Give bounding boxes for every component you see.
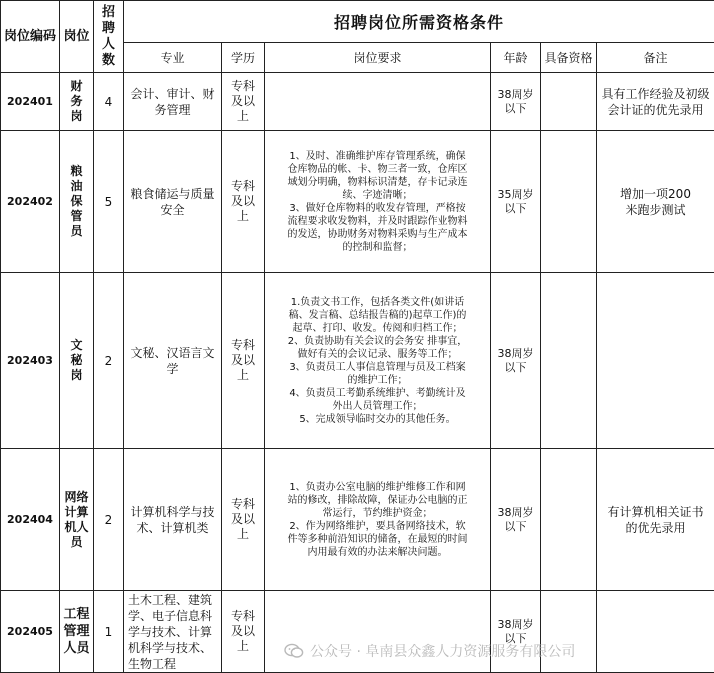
- header-requirements: 岗位要求: [265, 43, 491, 73]
- requirement-line: 仓库物品的帐、卡、物三者一致，仓库区: [287, 163, 468, 175]
- table-row: [1, 273, 714, 449]
- header-remark: 备注: [597, 43, 714, 73]
- requirement-line: 的控制和监督；: [342, 241, 413, 253]
- requirement-line: 2、作为网络维护，要具备网络技术，软: [289, 520, 466, 532]
- cell-remark: 增加一项200米跑步测试: [597, 131, 714, 273]
- cell-qualification: [541, 131, 597, 273]
- cell-count: 4: [94, 73, 124, 131]
- watermark: [284, 640, 575, 662]
- cell-requirements: [265, 449, 491, 591]
- cell-position: 粮油保管员: [60, 131, 94, 273]
- cell-requirements: [265, 131, 491, 273]
- requirement-line: 做好有关的会议记录、服务等工作；: [297, 348, 458, 360]
- cell-major: 文秘、汉语言文学: [124, 273, 222, 449]
- requirement-line: 的维护工作；: [347, 374, 408, 386]
- cell-remark: 有计算机相关证书的优先录用: [597, 449, 714, 591]
- cell-education: 专科及以上: [222, 591, 265, 673]
- page-title: 招聘岗位所需资格条件: [124, 1, 714, 43]
- cell-major: 计算机科学与技术、计算机类: [124, 449, 222, 591]
- cell-qualification: [541, 73, 597, 131]
- requirement-line: 1、及时、准确维护库存管理系统，确保: [289, 150, 466, 162]
- cell-code: 202402: [1, 131, 60, 273]
- cell-code: 202401: [1, 73, 60, 131]
- requirement-line: 续、字迹清晰；: [342, 189, 413, 201]
- requirement-line: 域划分明确，物料标识清楚，存卡记录连: [287, 176, 468, 188]
- requirement-line: 3、做好仓库物料的收发存管理，严格按: [289, 202, 466, 214]
- cell-major: 粮食储运与质量安全: [124, 131, 222, 273]
- requirement-line: 1.负责文书工作，包括各类文件(如讲话: [290, 296, 465, 308]
- cell-education: 专科及以上: [222, 131, 265, 273]
- cell-age: 38周岁以下: [491, 273, 541, 449]
- header-age: 年龄: [491, 43, 541, 73]
- requirement-line: 常运行，节约维护资金；: [322, 507, 433, 519]
- table-row: [1, 449, 714, 591]
- header-count: 招聘人数: [94, 1, 124, 73]
- requirement-line: 外出人员管理工作；: [332, 400, 423, 412]
- cell-position: 文秘岗: [60, 273, 94, 449]
- cell-education: 专科及以上: [222, 273, 265, 449]
- requirement-line: 1、负责办公室电脑的维护维修工作和网: [289, 481, 466, 493]
- requirement-line: 流程要求收发物料，并及时跟踪作业物料: [287, 215, 468, 227]
- cell-remark: [597, 591, 714, 673]
- cell-count: 1: [94, 591, 124, 673]
- cell-age: 35周岁以下: [491, 131, 541, 273]
- cell-count: 5: [94, 131, 124, 273]
- header-major: 专业: [124, 43, 222, 73]
- cell-remark: [597, 273, 714, 449]
- cell-position: 工程管理人员: [60, 591, 94, 673]
- header-code: 岗位编码: [1, 1, 60, 73]
- header-education: 学历: [222, 43, 265, 73]
- requirement-line: 起草、打印、收发。传阅和归档工作；: [292, 322, 463, 334]
- table-row: [1, 131, 714, 273]
- cell-count: 2: [94, 449, 124, 591]
- cell-requirements: [265, 273, 491, 449]
- cell-age: 38周岁以下: [491, 591, 541, 673]
- cell-major: 土木工程、建筑学、电子信息科学与技术、计算机科学与技术、生物工程: [124, 591, 222, 673]
- cell-age: 38周岁以下: [491, 73, 541, 131]
- cell-position: 网络计算机人员: [60, 449, 94, 591]
- requirement-line: 稿、发言稿、总结报告稿的)起草工作)的: [288, 309, 467, 321]
- header-qualification: 具备资格: [541, 43, 597, 73]
- cell-major: 会计、审计、财务管理: [124, 73, 222, 131]
- requirement-line: 内用最有效的办法来解决问题。: [307, 546, 448, 558]
- cell-position: 财务岗: [60, 73, 94, 131]
- cell-code: 202403: [1, 273, 60, 449]
- requirement-line: 件等多种前沿知识的储备，在最短的时间: [287, 533, 468, 545]
- cell-code: 202405: [1, 591, 60, 673]
- requirement-line: 5、完成领导临时交办的其他任务。: [299, 413, 456, 425]
- cell-education: 专科及以上: [222, 449, 265, 591]
- cell-qualification: [541, 273, 597, 449]
- wechat-icon: [284, 643, 304, 659]
- cell-education: 专科及以上: [222, 73, 265, 131]
- requirement-line: 的发送，协助财务对物料采购与生产成本: [287, 228, 468, 240]
- cell-count: 2: [94, 273, 124, 449]
- cell-age: 38周岁以下: [491, 449, 541, 591]
- table-row: [1, 73, 714, 131]
- cell-qualification: [541, 449, 597, 591]
- cell-code: 202404: [1, 449, 60, 591]
- requirement-line: 2、负责协助有关会议的会务安 排事宜，: [287, 335, 468, 347]
- header-position: 岗位: [60, 1, 94, 73]
- cell-remark: 具有工作经验及初级会计证的优先录用: [597, 73, 714, 131]
- requirement-line: 4、负责员工考勤系统维护、考勤统计及: [289, 387, 466, 399]
- watermark-text: 公众号 · 阜南县众鑫人力资源服务有限公司: [310, 644, 576, 660]
- cell-requirements: [265, 73, 491, 131]
- requirement-line: 站的修改，排除故障，保证办公电脑的正: [287, 494, 468, 506]
- requirement-line: 3、负责员工人事信息管理与员及工档案: [289, 361, 466, 373]
